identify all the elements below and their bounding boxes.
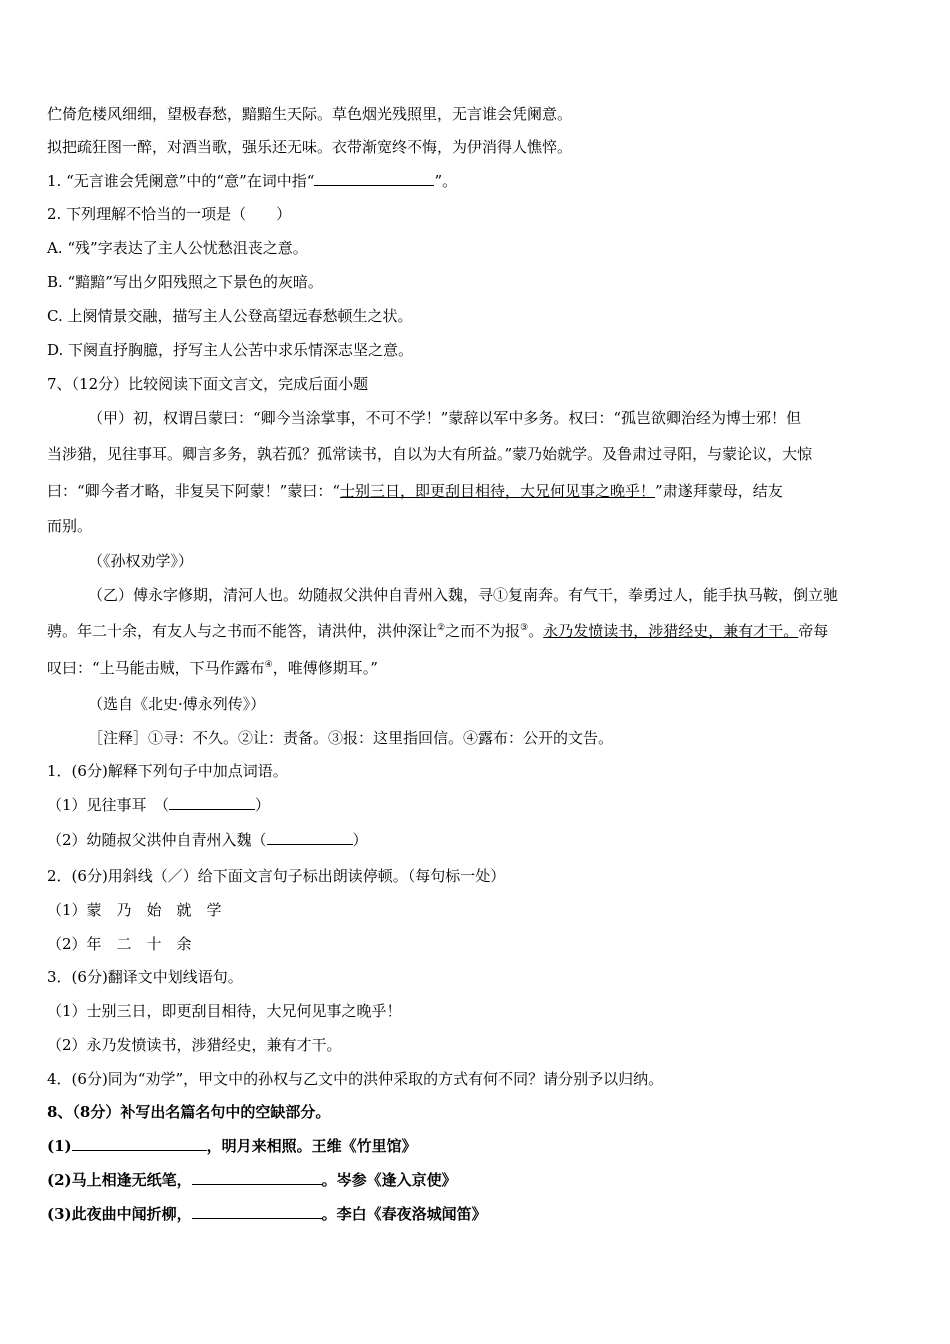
passage-yi-line-2	[47, 621, 828, 641]
passage-text: ”肃遂拜蒙母，结友	[655, 482, 783, 500]
item-text: ，明月来相照。王维《竹里馆》	[206, 1137, 417, 1155]
annotation-note: ［注释］①寻：不久。②让：责备。③报：这里指回信。④露布：公开的文告。	[88, 729, 614, 747]
question-8-item-2	[47, 1170, 457, 1190]
passage-text: 。	[528, 622, 544, 640]
answer-blank[interactable]	[267, 830, 353, 845]
answer-blank[interactable]	[72, 1136, 207, 1151]
item-text: (1)	[47, 1137, 72, 1155]
passage-text: 叹曰：“上马能击贼，下马作露布	[47, 659, 265, 677]
option-a: A. “残”字表达了主人公忧愁沮丧之意。	[47, 239, 308, 257]
item-text: (2)马上相逢无纸笔，	[47, 1171, 192, 1189]
sub-question-3-item-2: （2）永乃发愤读书，涉猎经史，兼有才干。	[47, 1036, 342, 1054]
footnote-mark: ④	[264, 660, 273, 670]
answer-blank[interactable]	[314, 171, 434, 186]
question-1-close: ”。	[434, 172, 458, 190]
option-b: B. “黯黯”写出夕阳残照之下景色的灰暗。	[47, 273, 323, 291]
option-c: C. 上阕情景交融，描写主人公登高望远春愁顿生之状。	[47, 307, 413, 325]
answer-blank[interactable]	[192, 1204, 322, 1219]
sub-question-4: 4．(6分)同为“劝学”，甲文中的孙权与乙文中的洪仲采取的方式有何不同？请分别予以归纳。	[47, 1070, 664, 1088]
item-text: ）	[352, 831, 368, 849]
item-text: (3)此夜曲中闻折柳，	[47, 1205, 192, 1223]
sub-question-3-item-1: （1）士别三日，即更刮目相待，大兄何见事之晚乎！	[47, 1002, 402, 1020]
footnote-mark: ②	[437, 623, 446, 633]
question-8-title: 8、（8分）补写出名篇名句中的空缺部分。	[47, 1103, 331, 1121]
passage-jia-source: （《孙权劝学》）	[88, 552, 194, 570]
sub-question-1-item-2	[47, 830, 368, 850]
question-1-text: 1. “无言谁会凭阑意”中的“意”在词中指“	[47, 172, 315, 190]
sub-question-3: 3．(6分)翻译文中划线语句。	[47, 968, 243, 986]
question-1	[47, 171, 457, 191]
item-text: （2）幼随叔父洪仲自青州入魏（	[47, 831, 267, 849]
answer-blank[interactable]	[192, 1170, 322, 1185]
poem-line-1: 伫倚危楼风细细，望极春愁，黯黯生天际。草色烟光残照里，无言谁会凭阑意。	[47, 105, 573, 123]
passage-yi-line-3	[47, 658, 378, 678]
sub-question-2-item-2: （2）年 二 十 余	[47, 935, 192, 953]
item-text: （1）见往事耳 （	[47, 796, 170, 814]
passage-yi-line-1: （乙）傅永字修期，清河人也。幼随叔父洪仲自青州入魏，寻①复南奔。有气干，拳勇过人，能手执马鞍，倒立驰	[88, 586, 839, 604]
question-8-item-1	[47, 1136, 417, 1156]
question-7-title: 7、（12分）比较阅读下面文言文，完成后面小题	[47, 375, 369, 393]
passage-text: 曰：“卿今者才略，非复吴下阿蒙！”蒙曰：“	[47, 482, 341, 500]
sub-question-1: 1．(6分)解释下列句子中加点词语。	[47, 762, 288, 780]
item-text: ）	[255, 796, 271, 814]
passage-jia-line-3	[47, 481, 783, 501]
sub-question-1-item-1	[47, 795, 270, 815]
item-text: 。李白《春夜洛城闻笛》	[321, 1205, 487, 1223]
option-d: D. 下阕直抒胸臆，抒写主人公苦中求乐情深志坚之意。	[47, 341, 414, 359]
question-2: 2. 下列理解不恰当的一项是（ ）	[47, 205, 292, 223]
passage-jia-line-1: （甲）初，权谓吕蒙曰：“卿今当涂掌事，不可不学！”蒙辞以军中多务。权曰：“孤岂欲卿治经为博士邪！但	[88, 409, 802, 427]
poem-line-2: 拟把疏狂图一醉，对酒当歌，强乐还无味。衣带渐宽终不悔，为伊消得人憔悴。	[47, 138, 573, 156]
question-8-item-3	[47, 1204, 487, 1224]
passage-jia-line-4: 而别。	[47, 517, 93, 535]
passage-text: 骋。年二十余，有友人与之书而不能答，请洪仲，洪仲深让	[47, 622, 438, 640]
passage-jia-line-2: 当涉猎，见往事耳。卿言多务，孰若孤？孤常读书，自以为大有所益。”蒙乃始就学。及鲁肃过寻阳，与蒙论议，大惊	[47, 445, 813, 463]
passage-text: 之而不为报	[445, 622, 521, 640]
sub-question-2-item-1: （1）蒙 乃 始 就 学	[47, 901, 222, 919]
answer-blank[interactable]	[169, 795, 255, 810]
item-text: 。岑参《逢入京使》	[321, 1171, 457, 1189]
underlined-sentence: 永乃发愤读书，涉猎经史，兼有才干。	[543, 622, 799, 640]
footnote-mark: ③	[520, 623, 529, 633]
sub-question-2: 2．(6分)用斜线（／）给下面文言句子标出朗读停顿。（每句标一处）	[47, 867, 506, 885]
passage-yi-source: （选自《北史·傅永列传》）	[88, 695, 266, 713]
passage-text: 帝每	[798, 622, 829, 640]
underlined-sentence: 士别三日，即更刮目相待，大兄何见事之晚乎！	[340, 482, 656, 500]
passage-text: ，唯傅修期耳。”	[272, 659, 378, 677]
